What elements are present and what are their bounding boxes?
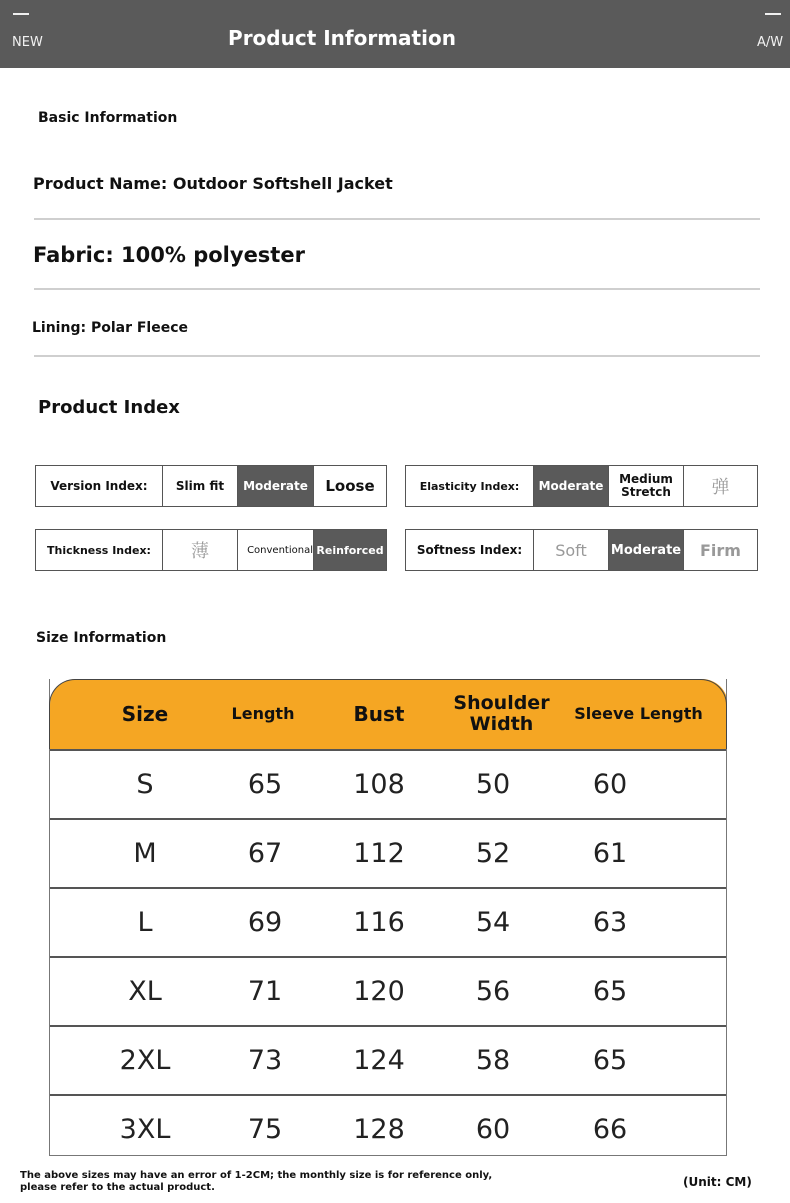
elasticity-option-moderate: Moderate — [533, 466, 608, 506]
version-option-slim-fit: Slim fit — [162, 466, 237, 506]
header-right-label: A/W — [757, 35, 784, 50]
cell-size: M — [133, 838, 157, 869]
cell-length: 65 — [247, 769, 283, 800]
cell-bust: 108 — [353, 769, 405, 800]
elasticity-index-label: Elasticity Index: — [419, 479, 520, 493]
table-row — [50, 818, 727, 887]
thickness-option-reinforced: Reinforced — [313, 530, 386, 570]
divider — [34, 355, 760, 357]
elasticity-option-medium-stretch: Medium Stretch — [608, 466, 683, 506]
version-index-label: Version Index: — [50, 479, 148, 493]
version-option-moderate: Moderate — [237, 466, 313, 506]
cell-shoulder: 58 — [475, 1045, 511, 1076]
thickness-option-conventional: Conventional — [237, 530, 313, 570]
thickness-index — [35, 529, 387, 571]
menu-dash-icon — [765, 13, 781, 15]
basic-info-heading: Basic Information — [38, 110, 178, 126]
size-table-header — [50, 679, 727, 749]
product-name: Product Name: Outdoor Softshell Jacket — [33, 174, 393, 193]
softness-option-moderate: Moderate — [608, 530, 683, 570]
cell-bust: 116 — [353, 907, 405, 938]
cell-size: 2XL — [119, 1045, 171, 1076]
unit-label: (Unit: CM) — [683, 1175, 752, 1189]
softness-option-soft: Soft — [533, 530, 608, 570]
fabric-info: Fabric: 100% polyester — [33, 243, 305, 267]
cell-shoulder: 60 — [475, 1114, 511, 1145]
cell-sleeve: 66 — [592, 1114, 628, 1145]
column-header-shoulder-width: Shoulder Width — [453, 692, 550, 735]
column-header-length: Length — [231, 704, 295, 724]
version-index — [35, 465, 387, 507]
size-info-heading: Size Information — [36, 630, 167, 646]
size-table — [49, 679, 727, 1156]
cell-sleeve: 65 — [592, 976, 628, 1007]
cell-sleeve: 61 — [592, 838, 628, 869]
thickness-option-thin: 薄 — [162, 530, 237, 570]
cell-length: 75 — [247, 1114, 283, 1145]
cell-shoulder: 52 — [475, 838, 511, 869]
lining-info: Lining: Polar Fleece — [32, 320, 188, 336]
table-row — [50, 749, 727, 818]
cell-length: 67 — [247, 838, 283, 869]
table-row — [50, 887, 727, 956]
table-row — [50, 956, 727, 1025]
table-row — [50, 1025, 727, 1094]
softness-index-label: Softness Index: — [416, 543, 523, 557]
cell-size: XL — [128, 976, 162, 1007]
table-row — [50, 1094, 727, 1156]
elasticity-index — [405, 465, 758, 507]
cell-bust: 112 — [353, 838, 405, 869]
cell-shoulder: 50 — [475, 769, 511, 800]
product-index-heading: Product Index — [38, 397, 180, 418]
cell-shoulder: 54 — [475, 907, 511, 938]
cell-bust: 128 — [353, 1114, 405, 1145]
cell-size: L — [137, 907, 153, 938]
softness-index — [405, 529, 758, 571]
cell-bust: 120 — [353, 976, 405, 1007]
column-header-bust: Bust — [353, 702, 405, 726]
cell-sleeve: 63 — [592, 907, 628, 938]
column-header-sleeve-length: Sleeve Length — [574, 704, 703, 724]
cell-length: 71 — [247, 976, 283, 1007]
cell-sleeve: 65 — [592, 1045, 628, 1076]
cell-size: 3XL — [119, 1114, 171, 1145]
size-disclaimer: The above sizes may have an error of 1-2CM; the monthly size is for reference only, please refer to the actual product. — [20, 1170, 493, 1193]
menu-dash-icon — [13, 13, 29, 15]
divider — [34, 218, 760, 220]
column-header-size: Size — [121, 702, 169, 726]
page-header — [0, 0, 790, 68]
cell-shoulder: 56 — [475, 976, 511, 1007]
elasticity-option-high: 弹 — [683, 466, 757, 506]
divider — [34, 288, 760, 290]
cell-sleeve: 60 — [592, 769, 628, 800]
cell-length: 69 — [247, 907, 283, 938]
softness-option-firm: Firm — [683, 530, 757, 570]
cell-size: S — [136, 769, 154, 800]
header-left-label: NEW — [12, 35, 43, 50]
version-option-loose: Loose — [313, 466, 386, 506]
page-title: Product Information — [228, 26, 456, 50]
cell-length: 73 — [247, 1045, 283, 1076]
cell-bust: 124 — [353, 1045, 405, 1076]
thickness-index-label: Thickness Index: — [47, 543, 151, 557]
